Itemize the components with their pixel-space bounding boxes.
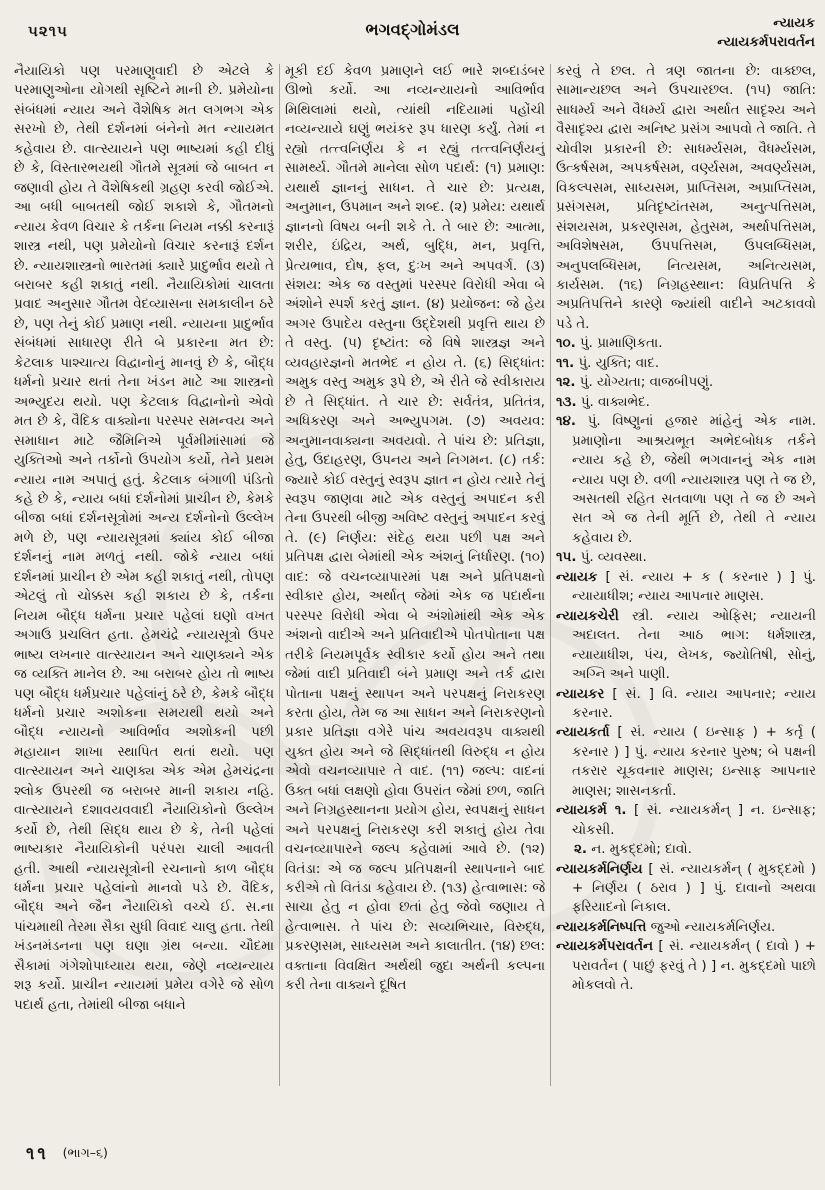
signature-number: ૧૧ (26, 1144, 49, 1164)
entry-headword: ન્યાયકર્તા (556, 725, 610, 741)
entry-body: [ સં. ન્યાયકર્મન્ ] ન. ઇન્સાફ; ચોકસી. (572, 803, 816, 838)
guide-word-last: ન્યાયકર્મપરાવર્તન (717, 34, 815, 50)
book-title: ભગવદ્ગોમંડલ (365, 20, 460, 39)
dictionary-entry (556, 937, 816, 995)
entry-body: સ્ત્રી. ન્યાય ઓફિસ; ન્યાયની અદાલત. તેના આઠ ભાગ: ધર્મશાસ્ત્ર, ન્યાયાધીશ, પંચ, લેખક, જ્યોતિષી, સોનું, અગ્નિ અને પાણી. (572, 608, 816, 683)
text-columns (14, 62, 816, 1092)
dictionary-entry (556, 568, 816, 607)
entry-body: [ સં. ] વિ. ન્યાય આપનાર; ન્યાય કરનાર. (572, 686, 816, 721)
entry-headword: ન્યાયક (556, 569, 598, 585)
entry-body: [ સં. ન્યાયકર્મન્ ( દાવો ) + પરાવર્તન ( પાછું ફરવું તે ) ] ન. મુકદ્દમો પાછો મોકલવો તે. (572, 939, 816, 994)
guide-word-first: ન્યાયક (773, 15, 815, 31)
entry-body: [ સં. ન્યાય ( ઇન્સાફ ) + કર્તૃ ( કરનાર ) ] પું. ન્યાય કરનાર પુરુષ; બે પક્ષની તકરાર ચૂકવનાર માણસ; ઇન્સાફ આપનાર માણસ; શાસનકર્તા. (572, 725, 816, 799)
sense-item (556, 412, 816, 548)
column-3 (556, 62, 816, 1092)
sense-item (556, 354, 816, 373)
dictionary-subentry (556, 840, 816, 859)
sense-item (556, 373, 816, 392)
entry-headword: ન્યાયકર્મનિર્ણય (556, 861, 643, 877)
entry-headword: ન્યાયકર્મપરાવર્તન (556, 939, 653, 955)
entry-headword: ન્યાયકર્મનિષ્પત્તિ (556, 919, 647, 935)
sense-item (556, 548, 816, 567)
entry-headword: ન્યાયકર્મ ૧. (556, 803, 627, 819)
column-3-intro-text: કરવું તે છલ. તે ત્રણ જાતના છે: વાક્છલ, સામાન્યછલ અને ઉપચારછલ. (૧૫) જાતિ: સાધર્મ્ય અને વૈધર્મ્ય દ્વારા અર્થાત સાદૃશ્ય અને વૈસાદૃશ્ય દ્વારા અનિષ્ટ પ્રસંગ આપવો તે જાતિ. તે ચોવીશ પ્રકારની છે: સાધર્મ્યસમ, વૈધર્મ્યસમ, ઉત્કર્ષસમ, અપકર્ષસમ, વર્ણ્યસમ, અવર્ણ્યસમ, વિકલ્પસમ, સાધ્યસમ, પ્રાપ્તિસમ, અપ્રાપ્તિસમ, પ્રસંગસમ, પ્રતિદૃષ્ટાંતસમ, અનુત્પત્તિસમ, સંશયસમ, પ્રકરણસમ, હેતુસમ, અર્થાપત્તિસમ, અવિશેષસમ, ઉપપત્તિસમ, ઉપલબ્ધિસમ, અનુપલબ્ધિસમ, નિત્યસમ, અનિત્યસમ, કાર્યસમ. (૧૬) નિગ્રહસ્થાન: વિપ્રતિપત્તિ કે અપ્રતિપત્તિને કારણે જ્યાંથી વાદીને અટકાવવો પડે તે. (556, 64, 816, 332)
sense-text: પું. પ્રામાણિકતા. (579, 336, 663, 352)
entry-body: [ સં. ન્યાય + ક ( કરનાર ) ] પું. ન્યાયાધીશ; ન્યાય આપનાર માણસ. (572, 569, 816, 605)
column-2 (285, 62, 545, 1092)
column-divider (279, 64, 280, 1086)
page-header (0, 12, 825, 60)
sense-text: પું. યુક્તિ; વાદ. (578, 355, 660, 371)
entry-headword: ન્યાયકચેરી (556, 608, 619, 624)
guide-words (717, 14, 815, 52)
entry-body: જુઓ ન્યાયકર્મનિર્ણય. (650, 919, 776, 935)
sense-text: પું. વાક્યભેદ. (580, 394, 650, 410)
dictionary-entry (556, 801, 816, 840)
sense-number: ૧૦. (556, 336, 576, 352)
volume-label: (ભાગ–૬) (62, 1145, 108, 1160)
sense-item (556, 393, 816, 412)
entry-sense-number: ૨. (574, 842, 587, 858)
column-1 (14, 62, 274, 1092)
dictionary-entry (556, 918, 816, 937)
dictionary-entry (556, 607, 816, 685)
sense-number: ૧૪. (556, 414, 576, 430)
dictionary-entry (556, 723, 816, 801)
dictionary-entry (556, 860, 816, 918)
sense-text: પું. યોગ્યતા; વાજબીપણું. (579, 375, 714, 391)
sense-text: પું. વ્યવસ્થા. (580, 550, 647, 566)
dictionary-entry (556, 685, 816, 724)
sense-number: ૧૫. (556, 550, 577, 566)
page-footer (26, 1144, 108, 1164)
column-divider (550, 64, 551, 1086)
sense-number: ૧૩. (556, 394, 577, 410)
page-number: ૫૨૧૫ (28, 22, 68, 40)
sense-item (556, 334, 816, 353)
sense-number: ૧૧. (556, 355, 575, 371)
sense-number: ૧૨. (556, 375, 576, 391)
sense-text: પું. વિષ્ણુનાં હજાર માંહેનું એક નામ. પ્રમાણોના આશ્રયભૂત અભેદબોધક તર્કને ન્યાય કહે છે, જેથી ભગવાનનું એક નામ ન્યાય પણ છે. વળી ન્યાયશાસ્ત્ર પણ તે જ છે, અસતથી રહિત સતવાળા પણ તે જ છે અને સત એ જ તેની મૂર્તિ છે, તેથી તે ન્યાય કહેવાય છે. (572, 414, 816, 546)
entry-headword: ન્યાયકર (556, 686, 605, 702)
entry-body: ન. મુકદ્દમો; દાવો. (591, 842, 692, 858)
column-1-text: નૈયાયિકો પણ પરમાણુવાદી છે એટલે કે પરમાણુઓના યોગથી સૃષ્ટિને માની છે. પ્રમેયોના સંબંધમાં ન્યાય અને વૈશેષિક મત લગભગ એક સરખો છે, તેથી દર્શનમાં બંનેનો મત ન્યાયમત કહેવાય છે. વાત્સ્યાયને પણ ભાષ્યમાં કહી દીધું છે કે, વિસ્તારભયથી ગૌતમે સૂત્રમાં જે બાબત ન જણાવી હોય તે વૈશેષિકથી ગ્રહણ કરવી જોઈએ. આ બધી બાબતથી જોઈ શકાશે કે, ગૌતમનો ન્યાય કેવળ વિચાર કે તર્કના નિયમ નક્કી કરનારૂં શાસ્ત્ર નથી, પણ પ્રમેયોનો વિચાર કરનારૂં દર્શન છે. ન્યાયશાસ્ત્રનો ભારતમાં ક્યારે પ્રાદુર્ભાવ થયો તે બરાબર કહી શકાતું નથી. નૈયાયિકોમાં ચાલતા પ્રવાદ અનુસાર ગૌતમ વેદવ્યાસના સમકાલીન ઠરે છે, પણ તેનું કોઈ પ્રમાણ નથી. ન્યાયના પ્રાદુર્ભાવ સંબંધમાં સાધારણ રીતે બે પ્રકારના મત છે: કેટલાક પાશ્ચાત્ય વિદ્વાનોનું માનવું છે કે, બૌદ્ધ ધર્મનો પ્રચાર થતાં તેના ખંડન માટે આ શાસ્ત્રનો અભ્યુદય થયો. પણ કેટલાક વિદ્વાનોનો એવો મત છે કે, વૈદિક વાક્યોના પરસ્પર સમન્વય અને સમાધાન માટે જૈમિનિએ પૂર્વમીમાંસામાં જે યુક્તિઓ અને તર્કોનો ઉપયોગ કર્યો, તેને પ્રથમ ન્યાય નામ અપાતું હતું. કેટલાક બંગાળી પંડિતો કહે છે કે, ન્યાય બધાં દર્શનોમાં પ્રાચીન છે, કેમકે બીજા બધાં દર્શનસૂત્રોમાં અન્ય દર્શનોનો ઉલ્લેખ મળે છે, પણ ન્યાયસૂત્રમાં ક્યાંય કોઈ બીજા દર્શનનું નામ મળતું નથી. જોકે ન્યાય બધાં દર્શનમાં પ્રાચીન છે એમ કહી શકાતું નથી, તોપણ એટલું તો ચોક્કસ કહી શકાય છે કે, તર્કના નિયમ બૌદ્ધ ધર્મના પ્રચાર પહેલાં ઘણો વખત અગાઉ પ્રચલિત હતા. હેમચંદ્રે ન્યાયસૂત્રો ઉપર ભાષ્ય લખનાર વાત્સ્યાયન અને ચાણક્યને એક જ વ્યક્તિ માનેલ છે. આ બરાબર હોય તો ભાષ્ય પણ બૌદ્ધ ધર્મપ્રચાર પહેલાંનું ઠરે છે, કેમકે બૌદ્ધ ધર્મનો પ્રચાર અશોકના સમયથી થયો અને બૌદ્ધ ન્યાયનો આવિર્ભાવ અશોકની પછી મહાયાન શાખા સ્થાપિત થતાં થયો. પણ વાત્સ્યાયન અને ચાણક્ય એક એમ હેમચંદ્રના શ્લોક ઉપરથી જ બરાબર માની શકાય નહિ. વાત્સ્યાયને દશાવયવવાદી નૈયાયિકોનો ઉલ્લેખ કર્યો છે, તેથી સિદ્ધ થાય છે કે, તેની પહેલાં ભાષ્યકાર નૈયાયિકોની પરંપરા ચાલી આવતી હતી. આથી ન્યાયસૂત્રોની રચનાનો કાળ બૌદ્ધ ધર્મના પ્રચાર પહેલાંનો માનવો પડે છે. વૈદિક, બૌદ્ધ અને જૈન નૈયાયિકો વચ્ચે ઈ. સ.ના પાંચમાથી તેરમા સૈકા સુધી વિવાદ ચાલુ હતા. તેથી ખંડનમંડનના પણ ઘણા ગ્રંથ બન્યા. ચૌદમા સૈકામાં ગંગેશોપાધ્યાય થયા, જેણે નવ્યન્યાય શરૂ કર્યો. પ્રાચીન ન્યાયમાં પ્રમેય વગેરે જે સોળ પદાર્થ હતા, તેમાંથી બીજા બધાને (14, 64, 274, 1013)
column-2-text: મૂકી દઈ કેવળ પ્રમાણને લઈ ભારે શબ્દાડંબર ઊભો કર્યો. આ નવ્યન્યાયનો આવિર્ભાવ મિથિલામાં થયો, ત્યાંથી નદિયામાં પહોંચી નવ્યન્યાયે ઘણું ભયંકર રૂપ ધારણ કર્યું. તેમાં ન રહ્યો તત્ત્વનિર્ણય કે ન રહ્યું તત્ત્વનિર્ણયનું સામર્થ્ય. ગૌતમે માનેલા સોળ પદાર્થ: (૧) પ્રમાણ: યથાર્થ જ્ઞાનનું સાધન. તે ચાર છે: પ્રત્યક્ષ, અનુમાન, ઉપમાન અને શબ્દ. (૨) પ્રમેય: યથાર્થ જ્ઞાનનો વિષય બની શકે તે. તે બાર છે: આત્મા, શરીર, ઇંદ્રિય, અર્થ, બુદ્ધિ, મન, પ્રવૃત્તિ, પ્રેત્યભાવ, દોષ, ફલ, દુઃખ અને અપવર્ગ. (૩) સંશય: એક જ વસ્તુમાં પરસ્પર વિરોધી એવા બે અંશોને સ્પર્શ કરતું જ્ઞાન. (૪) પ્રયોજન: જે હેય અગર ઉપાદેય વસ્તુના ઉદ્દેશથી પ્રવૃત્તિ થાય છે તે વસ્તુ. (૫) દૃષ્ટાંત: જે વિષે શાસ્ત્રજ્ઞ અને વ્યવહારજ્ઞનો મતભેદ ન હોય તે. (૬) સિદ્ધાંત: અમુક વસ્તુ અમુક રૂપે છે, એ રીતે જે સ્વીકારાય છે તે સિદ્ધાંત. તે ચાર છે: સર્વતંત્ર, પ્રતિતંત્ર, અધિકરણ અને અભ્યુપગમ. (૭) અવયવ: અનુમાનવાક્યના અવયવો. તે પાંચ છે: પ્રતિજ્ઞા, હેતુ, ઉદાહરણ, ઉપનય અને નિગમન. (૮) તર્ક: જ્યારે કોઈ વસ્તુનું સ્વરૂપ જ્ઞાત ન હોય ત્યારે તેનું સ્વરૂપ જાણવા માટે એક વસ્તુનું અપાદન કરી તેના ઉપરથી બીજી અવિષ્ટ વસ્તુનું અપાદન કરવું તે. (૯) નિર્ણય: સંદેહ થયા પછી પક્ષ અને પ્રતિપક્ષ દ્વારા બેમાંથી એક અંશનું નિર્ધારણ. (૧૦) વાદ: જે વચનવ્યાપારમાં પક્ષ અને પ્રતિપક્ષનો સ્વીકાર હોય, અર્થાત્ જેમાં એક જ પદાર્થના પરસ્પર વિરોધી એવા બે અંશોમાંથી એક એક અંશનો વાદીએ અને પ્રતિવાદીએ પોતપોતાના પક્ષ તરીકે નિયમપૂર્વક સ્વીકાર કર્યો હોય અને તથા જેમાં વાદી પ્રતિવાદી બંને પ્રમાણ અને તર્ક દ્વારા પોતાના પક્ષનું સ્થાપન અને પરપક્ષનું નિરાકરણ કરતા હોય, તેમ જ આ સાધન અને નિરાકરણનો પ્રકાર પ્રતિજ્ઞા વગેરે પાંચ અવયવરૂપ વાક્યથી યુક્ત હોય અને જે સિદ્ધાંતથી વિરુદ્ધ ન હોય એવો વચનવ્યાપાર તે વાદ. (૧૧) જલ્પ: વાદનાં ઉક્ત બધાં લક્ષણો હોવા ઉપરાંત જેમાં છળ, જાતિ અને નિગ્રહસ્થાનના પ્રયોગ હોય, સ્વપક્ષનું સાધન અને પરપક્ષનું નિરાકરણ કરી શકાતું હોય તેવા વચનવ્યાપારને જલ્પ કહેવામાં આવે છે. (૧૨) વિતંડા: એ જ જલ્પ પ્રતિપક્ષની સ્થાપનાને બાદ કરીએ તો વિતંડા કહેવાય છે. (૧૩) હેત્વાભાસ: જે સાચા હેતુ ન હોવા છતાં હેતુ જેવો જણાય તે હેત્વાભાસ. તે પાંચ છે: સવ્યભિચાર, વિરુદ્ધ, પ્રકરણસમ, સાધ્યસમ અને કાલાતીત. (૧૪) છલ: વક્તાના વિવક્ષિત અર્થથી જુદા અર્થની કલ્પના કરી તેના વાક્યને દૂષિત (285, 64, 545, 994)
entry-body: [ સં. ન્યાયકર્મન્ ( મુકદ્દમો ) + નિર્ણય ( ઠરાવ ) ] પું. દાવાનો અથવા ફરિયાદનો નિકાલ. (572, 861, 816, 916)
